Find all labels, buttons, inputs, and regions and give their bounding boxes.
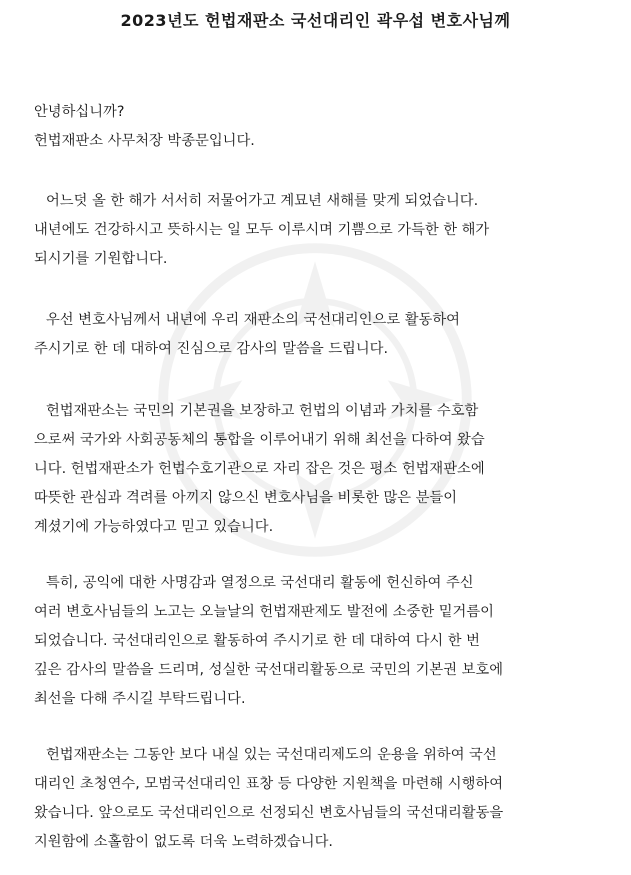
paragraph-line: 깊은 감사의 말씀을 드리며, 성실한 국선대리활동으로 국민의 기본권 보호에: [34, 662, 504, 678]
paragraph-2: [34, 306, 614, 364]
paragraph-5: [34, 741, 614, 857]
paragraph-3: [34, 397, 614, 542]
greeting-block: [34, 98, 614, 156]
letter-title: 2023년도 헌법재판소 국선대리인 곽우섭 변호사님께: [120, 11, 511, 30]
paragraph-line: 여러 변호사님들의 노고는 오늘날의 헌법재판제도 발전에 소중한 밑거름이: [34, 604, 494, 620]
paragraph-line: 헌법재판소는 그동안 보다 내실 있는 국선대리제도의 운용을 위하여 국선: [46, 747, 497, 763]
paragraph-line: 따뜻한 관심과 격려를 아끼지 않으신 변호사님을 비롯한 많은 분들이: [34, 490, 458, 506]
paragraph-line: 니다. 헌법재판소가 헌법수호기관으로 자리 잡은 것은 평소 헌법재판소에: [34, 461, 485, 477]
paragraph-line: 헌법재판소는 국민의 기본권을 보장하고 헌법의 이념과 가치를 수호함: [46, 403, 479, 419]
paragraph-line: 되었습니다. 국선대리인으로 활동하여 주시기로 한 데 대하여 다시 한 번: [34, 633, 480, 649]
greeting-line: 헌법재판소 사무처장 박종문입니다.: [34, 133, 255, 149]
paragraph-line: 으로써 국가와 사회공동체의 통합을 이루어내기 위해 최선을 다하여 왔습: [34, 432, 485, 448]
paragraph-line: 계셨기에 가능하였다고 믿고 있습니다.: [34, 519, 274, 535]
paragraph-line: 되시기를 기원합니다.: [34, 251, 168, 267]
paragraph-4: [34, 569, 614, 714]
paragraph-line: 왔습니다. 앞으로도 국선대리인으로 선정되신 변호사님들의 국선대리활동을: [34, 805, 504, 821]
greeting-line: 안녕하십니까?: [34, 104, 125, 120]
paragraph-line: 특히, 공익에 대한 사명감과 열정으로 국선대리 활동에 헌신하여 주신: [46, 575, 474, 591]
paragraph-line: 지원함에 소홀함이 없도록 더욱 노력하겠습니다.: [34, 834, 333, 850]
paragraph-line: 내년에도 건강하시고 뜻하시는 일 모두 이루시며 기쁨으로 가득한 한 해가: [34, 222, 490, 238]
paragraph-line: 대리인 초청연수, 모범국선대리인 표창 등 다양한 지원책을 마련해 시행하여: [34, 776, 504, 792]
paragraph-1: [34, 187, 614, 274]
paragraph-line: 최선을 다해 주시길 부탁드립니다.: [34, 691, 246, 707]
paragraph-line: 우선 변호사님께서 내년에 우리 재판소의 국선대리인으로 활동하여: [46, 312, 460, 328]
paragraph-line: 어느덧 올 한 해가 서서히 저물어가고 계묘년 새해를 맞게 되었습니다.: [46, 193, 479, 209]
paragraph-line: 주시기로 한 데 대하여 진심으로 감사의 말씀을 드립니다.: [34, 341, 389, 357]
